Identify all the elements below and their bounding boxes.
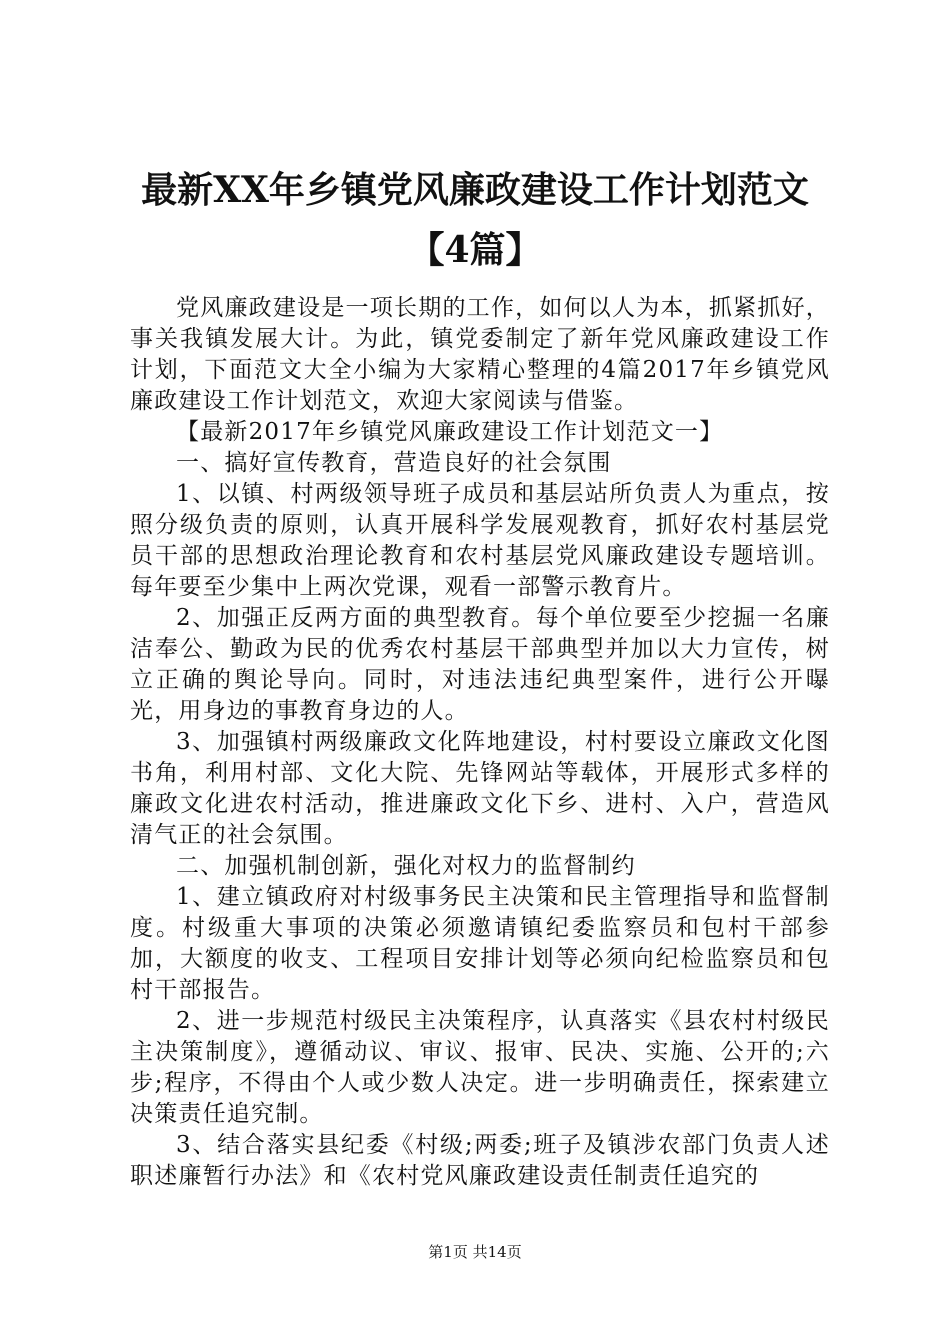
section-heading: 【最新2017年乡镇党风廉政建设工作计划范文一】 — [176, 419, 724, 445]
body-paragraph: 3、结合落实县纪委《村级;两委;班子及镇涉农部门负责人述职述廉暂行办法》和《农村党风廉政建设责任制责任追究的 — [130, 1132, 830, 1189]
subheading: 二、加强机制创新，强化对权力的监督制约 — [176, 853, 636, 879]
body-paragraph: 2、加强正反两方面的典型教育。每个单位要至少挖掘一名廉洁奉公、勤政为民的优秀农村基层干部典型并加以大力宣传，树立正确的舆论导向。同时，对违法违纪典型案件，进行公开曝光，用身边的事教育身边的人。 — [130, 605, 830, 724]
body-paragraph: 1、以镇、村两级领导班子成员和基层站所负责人为重点，按照分级负责的原则，认真开展科学发展观教育，抓好农村基层党员干部的思想政治理论教育和农村基层党风廉政建设专题培训。每年要至少集中上两次党课，观看一部警示教育片。 — [130, 481, 830, 600]
document-body — [130, 293, 830, 1192]
document-title: 最新XX年乡镇党风廉政建设工作计划范文【4篇】 — [141, 169, 809, 271]
subheading: 一、搞好宣传教育，营造良好的社会氛围 — [176, 450, 612, 476]
body-paragraph: 2、进一步规范村级民主决策程序，认真落实《县农村村级民主决策制度》，遵循动议、审议、报审、民决、实施、公开的;六步;程序，不得由个人或少数人决定。进一步明确责任，探索建立决策责任追究制。 — [130, 1008, 830, 1127]
intro-paragraph: 党风廉政建设是一项长期的工作，如何以人为本，抓紧抓好，事关我镇发展大计。为此，镇党委制定了新年党风廉政建设工作计划，下面范文大全小编为大家精心整理的4篇2017年乡镇党风廉政建设工作计划范文，欢迎大家阅读与借鉴。 — [130, 295, 830, 414]
page-number-footer: 第1页 共14页 — [428, 1243, 522, 1261]
body-paragraph: 1、建立镇政府对村级事务民主决策和民主管理指导和监督制度。村级重大事项的决策必须邀请镇纪委监察员和包村干部参加，大额度的收支、工程项目安排计划等必须向纪检监察员和包村干部报告。 — [130, 884, 830, 1003]
body-paragraph: 3、加强镇村两级廉政文化阵地建设，村村要设立廉政文化图书角，利用村部、文化大院、先锋网站等载体，开展形式多样的廉政文化进农村活动，推进廉政文化下乡、进村、入户，营造风清气正的社会氛围。 — [130, 729, 830, 848]
